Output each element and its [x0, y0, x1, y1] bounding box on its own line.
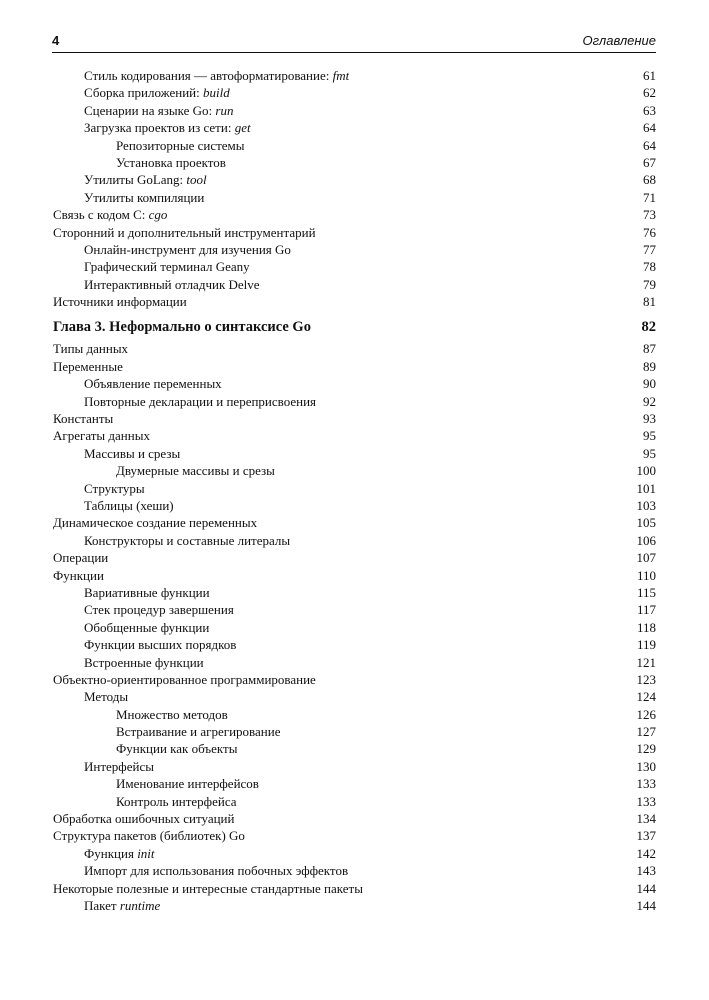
toc-entry-text: Загрузка проектов из сети:	[84, 120, 235, 136]
toc-entry	[53, 636, 656, 653]
toc-entry-text: Двумерные массивы и срезы	[116, 463, 275, 479]
table-of-contents	[53, 67, 656, 914]
toc-entry-title	[53, 206, 167, 223]
toc-entry	[53, 880, 656, 897]
toc-entry-title	[116, 740, 237, 757]
toc-entry	[53, 654, 656, 671]
toc-entry-command: build	[202, 85, 230, 101]
toc-page-number: 76	[643, 224, 656, 240]
toc-entry-title	[84, 171, 207, 188]
toc-entry-title	[84, 497, 174, 514]
dot-leader	[205, 666, 636, 667]
toc-entry-text: Объявление переменных	[84, 376, 222, 392]
toc-entry	[53, 393, 656, 410]
toc-entry-text: Структура пакетов (библиотек) Go	[53, 828, 245, 844]
toc-entry	[53, 340, 656, 357]
toc-entry	[53, 619, 656, 636]
toc-entry-title	[84, 532, 290, 549]
dot-leader	[260, 787, 636, 788]
toc-page-number: 124	[636, 689, 656, 705]
toc-entry-title	[84, 601, 234, 618]
toc-entry-text: Функции как объекты	[116, 741, 238, 757]
page-number: 4	[52, 33, 60, 48]
toc-entry-title	[84, 480, 145, 497]
dot-leader	[317, 683, 636, 684]
dot-leader	[211, 596, 636, 597]
toc-entry-text: Установка проектов	[116, 154, 226, 170]
toc-entry	[53, 775, 656, 792]
toc-page-number: 130	[636, 758, 656, 774]
toc-page-number: 67	[643, 154, 656, 170]
toc-page-number: 133	[636, 793, 656, 809]
toc-page-number: 100	[636, 463, 656, 479]
toc-entry-command: runtime	[119, 897, 161, 913]
toc-entry-title	[84, 189, 204, 206]
toc-chapter-entry	[53, 318, 656, 336]
toc-entry	[53, 206, 656, 223]
toc-entry	[53, 845, 656, 862]
toc-entry	[53, 497, 656, 514]
dot-leader	[317, 405, 642, 406]
dot-leader	[276, 474, 636, 475]
toc-entry	[53, 410, 656, 427]
toc-page-number: 101	[636, 480, 656, 496]
toc-page-number: 137	[636, 828, 656, 844]
toc-page-number: 71	[643, 189, 656, 205]
toc-entry	[53, 810, 656, 827]
toc-entry	[53, 549, 656, 566]
dot-leader	[231, 96, 642, 97]
toc-entry-command: init	[137, 845, 155, 861]
toc-entry-title	[84, 276, 260, 293]
toc-entry-title	[84, 862, 348, 879]
dot-leader	[151, 439, 642, 440]
toc-entry-title	[84, 119, 251, 136]
dot-leader	[129, 700, 635, 701]
dot-leader	[227, 166, 642, 167]
dot-leader	[364, 892, 636, 893]
dot-leader	[129, 352, 642, 353]
dot-leader	[291, 544, 635, 545]
dot-leader	[349, 874, 635, 875]
toc-entry-text: Стиль кодирования — автоформатирование:	[84, 68, 333, 83]
toc-entry-text: Таблицы (хеши)	[84, 497, 174, 513]
toc-entry-text: Стек процедур завершения	[84, 602, 234, 618]
toc-entry	[53, 862, 656, 879]
dot-leader	[181, 457, 642, 458]
toc-page-number: 79	[643, 276, 656, 292]
toc-entry-title	[84, 584, 210, 601]
toc-entry-title	[53, 567, 104, 584]
toc-entry-text: Функции	[53, 567, 104, 583]
dot-leader	[124, 370, 642, 371]
toc-entry-text: Именование интерфейсов	[116, 776, 259, 792]
toc-entry	[53, 102, 656, 119]
toc-entry	[53, 584, 656, 601]
toc-entry	[53, 189, 656, 206]
toc-page-number: 92	[643, 393, 656, 409]
toc-entry	[53, 358, 656, 375]
toc-entry-title	[53, 671, 316, 688]
toc-page-number: 144	[636, 897, 656, 913]
toc-entry-title	[53, 293, 187, 310]
toc-entry-text: Объектно-ориентированное программирование	[53, 671, 316, 687]
dot-leader	[155, 770, 636, 771]
toc-page-number: 103	[636, 497, 656, 513]
toc-entry-text: Онлайн-инструмент для изучения Go	[84, 241, 291, 257]
toc-entry-title	[84, 445, 180, 462]
toc-entry	[53, 241, 656, 258]
dot-leader	[261, 288, 642, 289]
toc-page-number: 127	[636, 724, 656, 740]
toc-entry-title	[116, 793, 237, 810]
toc-page-number: 105	[636, 515, 656, 531]
toc-entry-title	[84, 393, 316, 410]
toc-entry-text: Обобщенные функции	[84, 619, 210, 635]
dot-leader	[208, 183, 642, 184]
dot-leader	[312, 330, 641, 331]
toc-entry-title	[53, 358, 123, 375]
toc-page-number: 64	[643, 120, 656, 136]
toc-entry	[53, 758, 656, 775]
toc-page-number: 119	[636, 637, 656, 653]
toc-entry	[53, 293, 656, 310]
toc-entry-text: Вариативные функции	[84, 584, 210, 600]
toc-entry-text: Импорт для использования побочных эффектов	[84, 863, 349, 879]
running-title: Оглавление	[582, 33, 656, 48]
toc-entry	[53, 567, 656, 584]
toc-entry-text: Графический терминал Geany	[84, 259, 250, 275]
toc-entry-title	[84, 845, 155, 862]
toc-page-number: 117	[636, 602, 656, 618]
toc-entry-command: get	[234, 120, 251, 136]
toc-page-number: 82	[641, 319, 656, 336]
toc-page-number: 142	[636, 845, 656, 861]
toc-entry-title	[84, 758, 154, 775]
toc-page-number: 115	[636, 584, 656, 600]
toc-entry	[53, 688, 656, 705]
toc-page-number: 81	[643, 294, 656, 310]
toc-entry-text: Константы	[53, 411, 114, 427]
toc-entry-text: Обработка ошибочных ситуаций	[53, 811, 235, 827]
dot-leader	[350, 79, 642, 80]
toc-entry-text: Сценарии на языке Go:	[84, 102, 216, 118]
toc-entry-title	[53, 410, 113, 427]
dot-leader	[188, 305, 642, 306]
toc-page-number: 106	[636, 532, 656, 548]
toc-entry-text: Контроль интерфейса	[116, 793, 237, 809]
toc-entry-text: Структуры	[84, 480, 145, 496]
toc-entry	[53, 427, 656, 444]
toc-page-number: 95	[643, 428, 656, 444]
toc-entry	[53, 723, 656, 740]
toc-page-number: 134	[636, 811, 656, 827]
toc-entry-text: Связь с кодом C:	[53, 207, 149, 223]
toc-entry	[53, 224, 656, 241]
toc-entry-title	[84, 654, 204, 671]
toc-page-number: 107	[636, 550, 656, 566]
dot-leader	[109, 561, 635, 562]
toc-entry-command: tool	[186, 172, 207, 188]
toc-entry-text: Интерактивный отладчик Delve	[84, 276, 260, 292]
page-header	[52, 30, 656, 53]
toc-entry-text: Функции высших порядков	[84, 637, 237, 653]
toc-entry-text: Сторонний и дополнительный инструментарий	[53, 224, 316, 240]
dot-leader	[229, 718, 636, 719]
toc-entry-text: Интерфейсы	[84, 758, 154, 774]
toc-entry-text: Репозиторные системы	[116, 137, 245, 153]
dot-leader	[156, 857, 636, 858]
toc-entry	[53, 740, 656, 757]
toc-page-number: 129	[636, 741, 656, 757]
toc-entry-text: Сборка приложений:	[84, 85, 203, 101]
toc-entry-title	[84, 241, 291, 258]
toc-page-number: 78	[643, 259, 656, 275]
toc-entry	[53, 171, 656, 188]
dot-leader	[146, 492, 636, 493]
toc-page-number: 73	[643, 207, 656, 223]
toc-entry-text: Некоторые полезные и интересные стандартные пакеты	[53, 880, 363, 896]
toc-entry	[53, 671, 656, 688]
toc-entry-title	[53, 810, 234, 827]
toc-entry	[53, 84, 656, 101]
toc-page-number: 144	[636, 880, 656, 896]
toc-entry-text: Методы	[84, 689, 129, 705]
toc-page-number: 126	[636, 706, 656, 722]
toc-entry-text: Повторные декларации и переприсвоения	[84, 393, 317, 409]
toc-entry	[53, 276, 656, 293]
toc-entry-title	[84, 84, 230, 101]
toc-entry-title	[116, 723, 280, 740]
toc-entry	[53, 706, 656, 723]
dot-leader	[292, 253, 642, 254]
dot-leader	[258, 526, 635, 527]
dot-leader	[175, 509, 636, 510]
toc-entry-title	[116, 706, 228, 723]
toc-entry	[53, 445, 656, 462]
dot-leader	[114, 422, 642, 423]
toc-entry-command: run	[215, 102, 234, 118]
toc-entry-text: Утилиты компиляции	[84, 189, 205, 205]
dot-leader	[168, 218, 642, 219]
toc-entry	[53, 514, 656, 531]
toc-entry-text: Переменные	[53, 358, 123, 374]
toc-page-number: 64	[643, 137, 656, 153]
dot-leader	[251, 270, 642, 271]
toc-entry	[53, 601, 656, 618]
toc-entry-title	[116, 137, 245, 154]
dot-leader	[238, 752, 635, 753]
toc-page-number: 123	[636, 671, 656, 687]
toc-entry-text: Конструкторы и составные литералы	[84, 532, 291, 548]
toc-entry-title	[53, 514, 257, 531]
toc-entry-title	[53, 549, 108, 566]
dot-leader	[281, 735, 635, 736]
toc-entry-text: Операции	[53, 550, 109, 566]
toc-entry	[53, 793, 656, 810]
toc-entry-text: Источники информации	[53, 294, 187, 310]
toc-entry-command: cgo	[148, 207, 168, 223]
dot-leader	[235, 613, 636, 614]
toc-entry-text: Функция	[84, 845, 138, 861]
dot-leader	[246, 839, 636, 840]
toc-entry-title	[84, 375, 222, 392]
toc-page-number: 143	[636, 863, 656, 879]
toc-entry-text: Динамическое создание переменных	[53, 515, 258, 531]
toc-entry	[53, 827, 656, 844]
toc-entry-text: Встраивание и агрегирование	[116, 724, 281, 740]
toc-entry-text: Типы данных	[53, 341, 129, 357]
dot-leader	[252, 131, 642, 132]
toc-entry-text: Множество методов	[116, 706, 228, 722]
toc-page-number: 87	[643, 341, 656, 357]
toc-entry-title	[116, 154, 226, 171]
toc-entry-title	[53, 224, 316, 241]
toc-entry	[53, 154, 656, 171]
toc-page-number: 68	[643, 172, 656, 188]
toc-entry-text: Пакет	[84, 897, 120, 913]
toc-page-number: 89	[643, 358, 656, 374]
dot-leader	[205, 201, 642, 202]
dot-leader	[235, 822, 635, 823]
toc-entry	[53, 258, 656, 275]
dot-leader	[105, 579, 636, 580]
toc-entry-text: Массивы и срезы	[84, 445, 181, 461]
toc-entry	[53, 532, 656, 549]
toc-entry-title	[84, 619, 209, 636]
toc-page-number: 121	[636, 654, 656, 670]
toc-entry	[53, 480, 656, 497]
toc-entry-title	[116, 462, 275, 479]
toc-page-number: 93	[643, 411, 656, 427]
toc-page-number: 62	[643, 85, 656, 101]
toc-page-number: 95	[643, 445, 656, 461]
toc-entry	[53, 897, 656, 914]
dot-leader	[246, 149, 642, 150]
toc-entry-title	[84, 102, 233, 119]
toc-entry	[53, 67, 656, 84]
toc-entry-text: Встроенные функции	[84, 654, 204, 670]
toc-entry-text: Глава 3. Неформально о синтаксисе Go	[53, 319, 311, 336]
toc-entry-command: fmt	[332, 68, 350, 83]
toc-entry	[53, 462, 656, 479]
toc-page-number: 63	[643, 102, 656, 118]
dot-leader	[234, 114, 642, 115]
toc-page-number: 90	[643, 376, 656, 392]
toc-page-number: 110	[636, 567, 656, 583]
toc-entry-title	[116, 775, 259, 792]
toc-entry	[53, 375, 656, 392]
toc-entry-title	[84, 67, 349, 84]
toc-entry-title	[84, 258, 250, 275]
toc-entry	[53, 137, 656, 154]
toc-entry-title	[53, 880, 363, 897]
dot-leader	[237, 648, 636, 649]
toc-entry-title	[53, 318, 311, 336]
dot-leader	[210, 631, 636, 632]
toc-page-number: 118	[636, 619, 656, 635]
toc-entry-title	[84, 897, 160, 914]
toc-page-number: 77	[643, 241, 656, 257]
toc-page-number: 133	[636, 776, 656, 792]
toc-entry-title	[53, 427, 150, 444]
toc-entry-title	[84, 636, 236, 653]
toc-entry-text: Агрегаты данных	[53, 428, 150, 444]
toc-entry-title	[53, 340, 128, 357]
toc-entry-text: Утилиты GoLang:	[84, 172, 187, 188]
dot-leader	[238, 805, 636, 806]
toc-page-number: 61	[643, 68, 656, 83]
dot-leader	[223, 387, 642, 388]
toc-entry-title	[84, 688, 128, 705]
dot-leader	[317, 236, 642, 237]
toc-entry-title	[53, 827, 245, 844]
toc-entry	[53, 119, 656, 136]
dot-leader	[161, 909, 635, 910]
